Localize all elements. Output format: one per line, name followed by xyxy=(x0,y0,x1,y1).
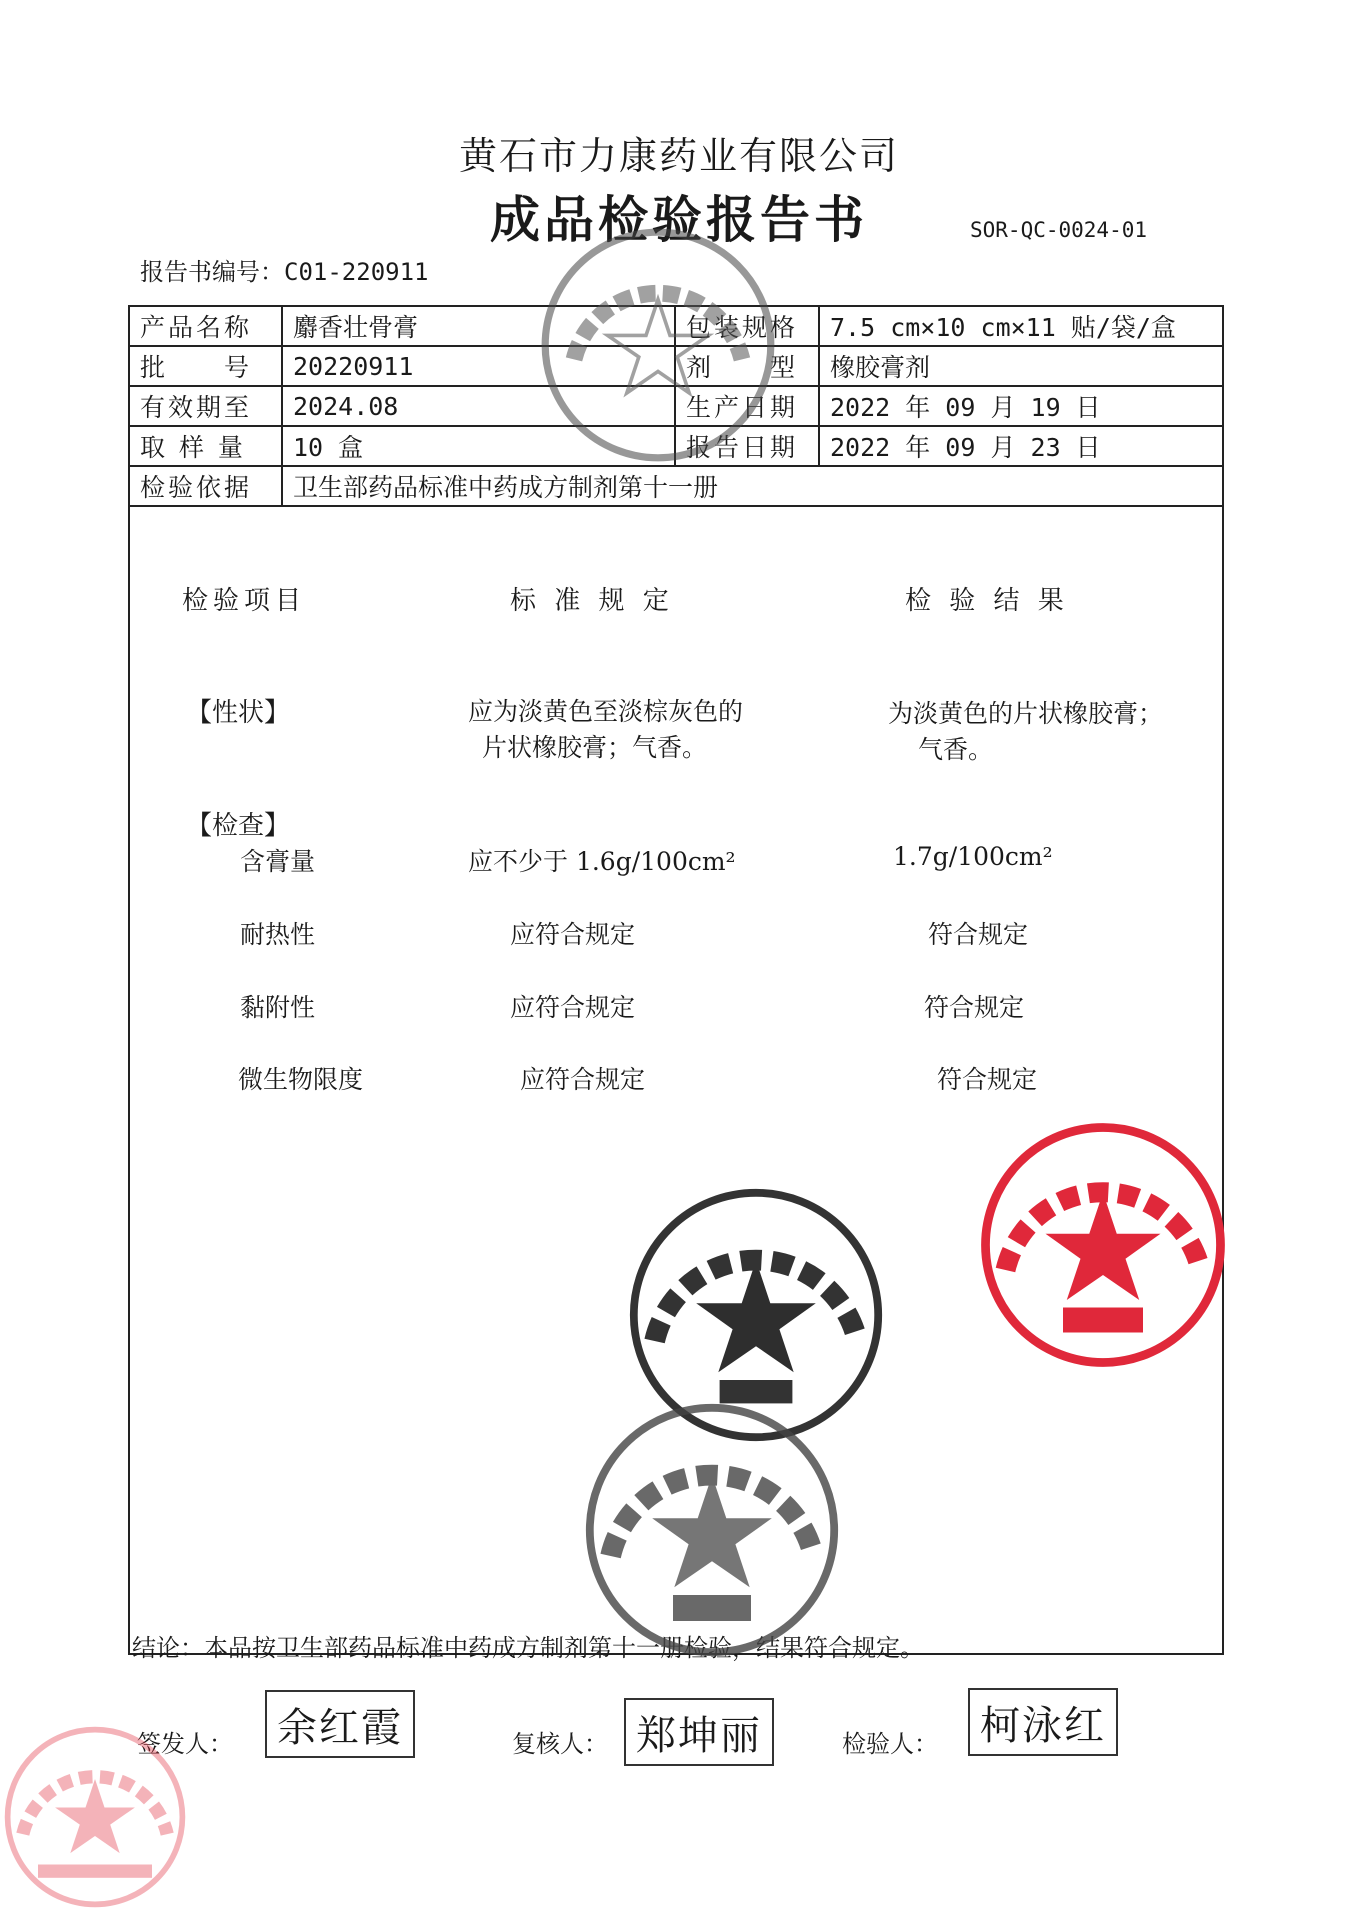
inspector-signature: 柯泳红 xyxy=(968,1688,1118,1756)
col-header-result: 检 验 结 果 xyxy=(905,586,1069,616)
report-number xyxy=(140,252,429,287)
report-date-label: 报告日期 xyxy=(675,426,819,466)
company-inspection-seal xyxy=(538,225,778,465)
result-item: 耐热性 xyxy=(240,920,316,949)
document-title: 成品检验报告书 xyxy=(490,190,868,249)
dongquan-quality-seal xyxy=(0,1722,190,1912)
product-name-value: 麝香壮骨膏 xyxy=(282,307,675,346)
appearance-section: 【性状】 xyxy=(186,698,291,728)
table-row xyxy=(130,466,1222,506)
result-item: 微生物限度 xyxy=(238,1065,364,1094)
result-standard: 应符合规定 xyxy=(520,1065,646,1094)
production-date-value: 2022 年 09 月 19 日 xyxy=(819,386,1222,426)
dosage-form-label: 剂 型 xyxy=(675,346,819,386)
conclusion: 结论：本品按卫生部药品标准中药成方制剂第十一册检验，结果符合规定。 xyxy=(132,1634,924,1662)
appearance-standard-line-2: 片状橡胶膏；气香。 xyxy=(482,733,708,762)
result-item: 含膏量 xyxy=(240,847,316,876)
result-standard: 应不少于 1.6g/100cm² xyxy=(468,847,736,876)
batch-label: 批 号 xyxy=(130,346,282,386)
sample-qty-value: 10 盒 xyxy=(282,426,675,466)
result-value: 符合规定 xyxy=(937,1065,1038,1094)
appearance-result-line-2: 气香。 xyxy=(918,735,994,764)
production-date-label: 生产日期 xyxy=(675,386,819,426)
package-spec-label: 包装规格 xyxy=(675,307,819,346)
result-standard: 应符合规定 xyxy=(510,920,636,949)
result-value: 符合规定 xyxy=(924,993,1025,1022)
appearance-result-line-1: 为淡黄色的片状橡胶膏； xyxy=(888,699,1164,728)
inspection-section: 【检查】 xyxy=(186,811,291,841)
basis-label: 检验依据 xyxy=(130,466,282,506)
col-header-standard: 标 准 规 定 xyxy=(510,586,674,616)
result-value: 1.7g/100cm² xyxy=(893,842,1053,871)
col-header-item: 检验项目 xyxy=(182,586,307,616)
batch-value: 20220911 xyxy=(282,346,675,386)
report-number-label: 报告书编号： xyxy=(140,258,284,286)
result-value: 符合规定 xyxy=(928,920,1029,949)
reviewer-signature: 郑坤丽 xyxy=(624,1698,774,1766)
inspector-label: 检验人： xyxy=(842,1730,938,1758)
basis-value: 卫生部药品标准中药成方制剂第十一册 xyxy=(282,466,1222,506)
result-standard: 应符合规定 xyxy=(510,993,636,1022)
report-date-value: 2022 年 09 月 23 日 xyxy=(819,426,1222,466)
document-code: SOR-QC-0024-01 xyxy=(970,218,1148,242)
product-name-label: 产品名称 xyxy=(130,307,282,346)
expiry-label: 有效期至 xyxy=(130,386,282,426)
reviewer-label: 复核人： xyxy=(512,1730,608,1758)
issuer-label: 签发人： xyxy=(137,1730,233,1758)
result-item: 黏附性 xyxy=(240,993,316,1022)
dosage-form-value: 橡胶膏剂 xyxy=(819,346,1222,386)
package-spec-value: 7.5 cm×10 cm×11 贴/袋/盒 xyxy=(819,307,1222,346)
issuer-signature: 余红霞 xyxy=(265,1690,415,1758)
report-number-value: C01-220911 xyxy=(284,258,429,286)
juli-qa-seal-black xyxy=(582,1400,842,1660)
expiry-value: 2024.08 xyxy=(282,386,675,426)
company-name: 黄石市力康药业有限公司 xyxy=(458,134,899,178)
juli-qa-seal-red xyxy=(978,1120,1228,1370)
appearance-standard-line-1: 应为淡黄色至淡棕灰色的 xyxy=(468,697,744,726)
sample-qty-label: 取 样 量 xyxy=(130,426,282,466)
